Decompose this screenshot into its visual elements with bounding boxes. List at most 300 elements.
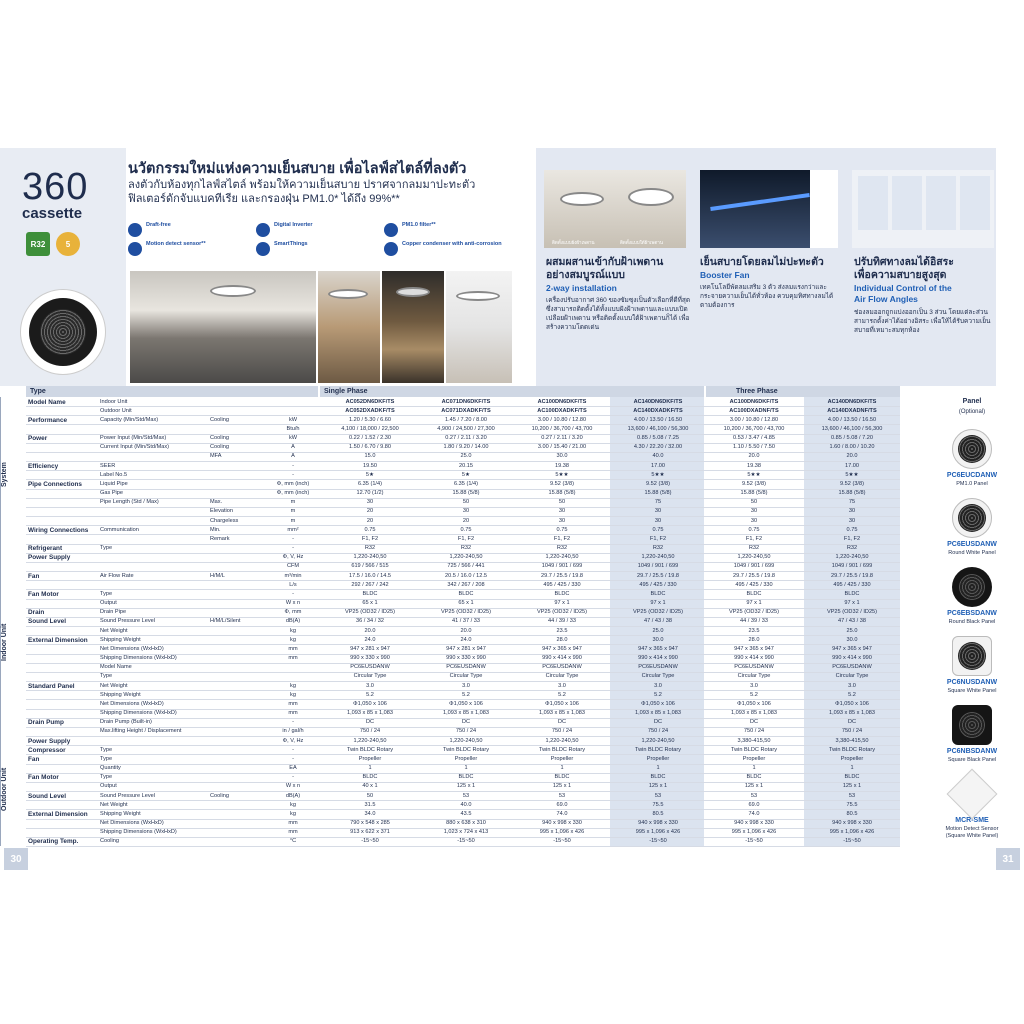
spec-cell: VP25 (OD32 / ID25) <box>440 609 492 616</box>
spec-unit: CFM <box>286 563 300 570</box>
spec-cell: 1049 / 901 / 699 <box>733 563 775 570</box>
spec-cell: 1,220-240,50 <box>641 737 675 744</box>
spec-cell: 3.0 <box>654 682 662 689</box>
spec-cell: 29.7 / 25.5 / 19.8 <box>637 572 679 579</box>
spec-section-label: Standard Panel <box>28 682 75 690</box>
spec-cell: PC6EUSDANW <box>542 664 582 671</box>
spec-cell: 495 / 425 / 330 <box>833 581 871 588</box>
spec-cell: 47 / 43 / 38 <box>838 618 866 625</box>
spec-cell: 10,200 / 36,700 / 43,700 <box>531 425 593 432</box>
spec-unit: - <box>292 774 294 781</box>
spec-cell: 947 x 365 x 947 <box>638 645 678 652</box>
spec-cell: 20.0 <box>748 453 760 460</box>
spec-cell: Twin BLDC Rotary <box>442 746 489 753</box>
spec-cell: 74.0 <box>748 810 760 817</box>
spec-item-label: Outdoor Unit <box>100 407 132 414</box>
spec-cell: R32 <box>460 545 472 552</box>
spec-cell: 80.5 <box>652 810 664 817</box>
spec-cell: 1 <box>464 765 468 772</box>
spec-cell: 1 <box>656 765 660 772</box>
spec-unit: A <box>291 453 295 460</box>
spec-cell: 15.88 (5/8) <box>452 490 480 497</box>
spec-cell: Circular Type <box>737 673 771 680</box>
spec-cell: 65 x 1 <box>458 600 474 607</box>
spec-cell: Φ1,050 x 106 <box>449 700 483 707</box>
badge-group <box>26 232 80 256</box>
spec-unit: kW <box>288 416 298 423</box>
spec-unit: L/s <box>289 581 297 588</box>
spec-cell: 50 <box>750 499 758 506</box>
spec-unit: - <box>292 719 294 726</box>
spec-cell: BLDC <box>650 774 666 781</box>
spec-cell: 5.2 <box>558 691 566 698</box>
spec-unit: - <box>292 545 294 552</box>
spec-cell: 6.35 (1/4) <box>454 480 478 487</box>
spec-cell: F1, F2 <box>745 535 763 542</box>
spec-cell: 0.75 <box>748 526 760 533</box>
spec-section-label: Sound Level <box>28 618 66 626</box>
spec-cell: Twin BLDC Rotary <box>538 746 585 753</box>
spec-cell: Twin BLDC Rotary <box>634 746 681 753</box>
panel-image-icon <box>940 635 1004 677</box>
spec-unit: mm <box>288 710 298 717</box>
spec-cell: VP25 (OD32 / ID25) <box>344 609 396 616</box>
spec-cell: 5★ <box>461 471 471 478</box>
feature-item: PM1.0 filter** <box>384 222 512 237</box>
spec-cell: 1.60 / 8.00 / 10.20 <box>829 444 875 451</box>
spec-cell: 40.0 <box>460 801 472 808</box>
spec-item-label: Type <box>100 774 113 781</box>
spec-cell: 880 x 638 x 310 <box>446 820 486 826</box>
spec-condition: Max. <box>210 499 223 506</box>
spec-cell: 20.15 <box>459 462 473 469</box>
spec-cell: AC052DN6DKF/TS <box>345 398 395 405</box>
spec-cell: AC071DXADKF/TS <box>441 407 491 414</box>
spec-cell: Circular Type <box>353 673 387 680</box>
spec-cell: AC140DXADNF/TS <box>827 407 877 414</box>
spec-condition: MFA <box>210 453 222 460</box>
booster-fan-photo <box>700 170 838 248</box>
spec-section-label: Power Supply <box>28 737 71 745</box>
spec-section-label: Wiring Connections <box>28 526 89 534</box>
spec-item-label: Power Input (Min/Std/Max) <box>100 435 167 442</box>
headline-line-1: ลงตัวกับห้องทุกไลฟ์สไตล์ พร้อมให้ความเย็นสบาย ปราศจากลมมาปะทะตัว <box>128 179 476 191</box>
spec-cell: -15~50 <box>361 838 379 845</box>
spec-cell: Φ1,050 x 106 <box>545 700 579 707</box>
spec-item-label: Quantity <box>100 765 121 772</box>
spec-cell: 990 x 330 x 990 <box>350 655 390 662</box>
spec-cell: Propeller <box>840 755 864 762</box>
spec-cell: 125 x 1 <box>842 783 862 790</box>
spec-item-label: Model Name <box>100 664 132 671</box>
panel-description: Round Black Panel <box>948 619 996 625</box>
spec-cell: 995 x 1,096 x 426 <box>829 829 875 836</box>
spec-cell: 1.50 / 6.70 / 9.80 <box>349 444 391 451</box>
spec-cell: 50 <box>462 499 470 506</box>
spec-cell: 940 x 998 x 330 <box>734 820 774 826</box>
spec-cell: 50 <box>558 499 566 506</box>
spec-unit: mm <box>288 645 298 652</box>
spec-cell: BLDC <box>458 774 474 781</box>
spec-item-label: Current Input (Min/Std/Max) <box>100 444 170 451</box>
feature-grid <box>128 222 512 256</box>
spec-cell: 97 x 1 <box>650 600 666 607</box>
product-logo <box>22 168 122 222</box>
caption-exposed-mount: ติดตั้งแบบใต้ฝ้าเพดาน <box>620 240 663 245</box>
spec-cell: 495 / 425 / 330 <box>543 581 581 588</box>
spec-unit: W x n <box>285 783 301 790</box>
spec-item-label: Type <box>100 545 113 552</box>
spec-section-label: Fan <box>28 755 40 763</box>
spec-cell: 0.75 <box>556 526 568 533</box>
spec-cell: F1, F2 <box>843 535 861 542</box>
spec-cell: 125 x 1 <box>744 783 764 790</box>
spec-cell: 495 / 425 / 330 <box>639 581 677 588</box>
single-phase-header: Single Phase <box>320 386 704 397</box>
section-1-title-a: ผสมผสานเข้ากับฝ้าเพดาน <box>546 256 664 268</box>
spec-cell: 3.00 / 10.80 / 12.80 <box>729 416 779 423</box>
spec-cell: 12.70 (1/2) <box>356 490 384 497</box>
motion-sensor-icon <box>128 242 142 256</box>
spec-section-label: Pipe Connections <box>28 480 82 488</box>
spec-unit: mm² <box>287 526 299 533</box>
spec-unit: Φ, mm (inch) <box>276 480 310 487</box>
spec-cell: 53 <box>462 792 470 799</box>
spec-cell: 1,220-240,50 <box>737 554 771 561</box>
spec-section-label: Performance <box>28 416 68 424</box>
spec-cell: 44 / 39 / 33 <box>548 618 576 625</box>
spec-cell: 20.5 / 16.0 / 12.5 <box>445 572 487 579</box>
spec-cell: PC6EUSDANW <box>638 664 678 671</box>
spec-cell: R32 <box>652 545 664 552</box>
spec-cell: 23.5 <box>556 627 568 634</box>
spec-unit: m <box>290 517 296 524</box>
panel-description: Round White Panel <box>948 550 996 556</box>
spec-cell: 125 x 1 <box>552 783 572 790</box>
spec-unit: kg <box>290 636 296 643</box>
spec-cell: 292 / 267 / 242 <box>351 581 389 588</box>
spec-cell: AC071DN6DKF/TS <box>441 398 491 405</box>
spec-cell: 20 <box>366 517 374 524</box>
spec-cell: DC <box>365 719 375 726</box>
panel-model-name: PC6EUCDANW <box>946 472 998 479</box>
feature-item: Copper condenser with anti-corrosion <box>384 241 512 256</box>
installation-photo <box>544 170 686 248</box>
spec-item-label: Shipping Dimensions (WxHxD) <box>100 655 177 662</box>
spec-cell: 990 x 414 x 990 <box>638 655 678 662</box>
spec-item-label: Output <box>100 783 117 790</box>
spec-cell: 4,100 / 18,000 / 22,500 <box>341 425 399 432</box>
spec-cell: 40.0 <box>652 453 664 460</box>
spec-cell: 20.0 <box>364 627 376 634</box>
spec-unit: EA <box>289 765 297 772</box>
spec-section-label: External Dimension <box>28 636 88 644</box>
spec-cell: AC052DXADKF/TS <box>345 407 395 414</box>
logo-number: 360 <box>22 166 89 208</box>
spec-cell: BLDC <box>650 590 666 597</box>
spec-cell: 3.00 / 15.40 / 21.00 <box>537 444 587 451</box>
spec-cell: 9.52 (3/8) <box>742 480 766 487</box>
spec-cell: 5.2 <box>750 691 758 698</box>
spec-section-label: Fan Motor <box>28 590 59 598</box>
spec-cell: 990 x 330 x 990 <box>446 655 486 662</box>
spec-unit: kg <box>290 691 296 698</box>
spec-item-label: Air Flow Rate <box>100 572 134 579</box>
spec-cell: 1 <box>850 765 854 772</box>
spec-cell: 5★★ <box>651 471 665 478</box>
spec-cell: 0.22 / 1.52 / 2.30 <box>349 435 391 442</box>
panel-image-icon <box>940 773 1004 815</box>
spec-cell: 97 x 1 <box>554 600 570 607</box>
spec-cell: F1, F2 <box>457 535 475 542</box>
spec-cell: 1 <box>560 765 564 772</box>
spec-cell: 913 x 622 x 371 <box>350 829 390 836</box>
spec-cell: 30 <box>366 499 374 506</box>
panel-model-name: MCR-SME <box>955 817 989 824</box>
restaurant-photo <box>382 271 444 383</box>
spec-item-label: Net Weight <box>100 627 128 634</box>
panel-description-extra: (Square White Panel) <box>945 833 999 839</box>
type-header: Type <box>26 386 318 397</box>
spec-item-label: Cooling <box>100 838 119 845</box>
spec-cell: 50 <box>366 792 374 799</box>
spec-cell: 1049 / 901 / 699 <box>637 563 679 570</box>
spec-cell: 5★ <box>365 471 375 478</box>
indoor-group-label: Indoor Unit <box>0 552 24 733</box>
spec-cell: 1,093 x 85 x 1,083 <box>634 710 682 717</box>
spec-cell: DC <box>749 719 759 726</box>
spec-item-label: Indoor Unit <box>100 398 128 405</box>
spec-item-label: Shipping Weight <box>100 636 141 643</box>
spec-section-label: Sound Level <box>28 792 66 800</box>
spec-cell: 75.5 <box>652 801 664 808</box>
spec-cell: Circular Type <box>449 673 483 680</box>
spec-cell: 29.7 / 25.5 / 19.8 <box>541 572 583 579</box>
spec-section-label: Operating Temp. <box>28 838 79 846</box>
spec-condition: Min. <box>210 526 221 533</box>
spec-item-label: Net Dimensions (WxHxD) <box>100 645 164 652</box>
spec-unit: m <box>290 499 296 506</box>
spec-cell: 15.88 (5/8) <box>644 490 672 497</box>
spec-cell: 4.30 / 22.20 / 32.00 <box>633 444 683 451</box>
spec-item-label: Label No.5 <box>100 471 128 478</box>
spec-condition: Elevation <box>210 508 234 515</box>
spec-cell: 29.7 / 25.5 / 19.8 <box>831 572 873 579</box>
spec-cell: VP25 (OD32 / ID25) <box>728 609 780 616</box>
spec-cell: 15.88 (5/8) <box>838 490 866 497</box>
spec-cell: 0.27 / 2.11 / 3.20 <box>541 435 583 442</box>
spec-cell: 25.0 <box>652 627 664 634</box>
spec-cell: 1,220-240,50 <box>353 737 387 744</box>
panel-model-name: PC6EUSDANW <box>947 541 997 548</box>
spec-cell: 36 / 34 / 32 <box>356 618 384 625</box>
feature-item: Digital Inverter <box>256 222 384 237</box>
spec-cell: 0.85 / 5.08 / 7.20 <box>831 435 873 442</box>
spec-cell: 19.50 <box>363 462 377 469</box>
panel-model-name: PC6EBSDANW <box>947 610 997 617</box>
spec-cell: 342 / 267 / 208 <box>447 581 485 588</box>
spec-cell: 3.0 <box>558 682 566 689</box>
logo-word: cassette <box>22 205 83 222</box>
spec-cell: 30 <box>558 517 566 524</box>
spec-cell: -15~50 <box>843 838 861 845</box>
spec-cell: 43.5 <box>460 810 472 817</box>
spec-cell: 750 / 24 <box>647 728 669 735</box>
spec-cell: 0.75 <box>846 526 858 533</box>
spec-table <box>0 386 1024 846</box>
spec-unit: Φ, mm (inch) <box>276 490 310 497</box>
spec-cell: 5.2 <box>366 691 374 698</box>
spec-cell: 19.38 <box>747 462 761 469</box>
spec-cell: Propeller <box>742 755 766 762</box>
spec-cell: Propeller <box>454 755 478 762</box>
spec-cell: 947 x 365 x 947 <box>832 645 872 652</box>
spec-cell: 15.0 <box>364 453 376 460</box>
spec-unit: °C <box>289 838 297 845</box>
spec-condition: H/M/L/Silent <box>210 618 241 625</box>
spec-cell: 1,093 x 85 x 1,083 <box>730 710 778 717</box>
spec-cell: 69.0 <box>748 801 760 808</box>
showroom-photo <box>130 271 316 383</box>
spec-cell: 1049 / 901 / 699 <box>831 563 873 570</box>
spec-cell: AC100DXADKF/TS <box>537 407 587 414</box>
spec-unit: - <box>292 462 294 469</box>
spec-cell: 4,900 / 24,500 / 27,300 <box>437 425 495 432</box>
spec-item-label: Net Dimensions (WxHxD) <box>100 820 164 826</box>
spec-cell: 1,093 x 85 x 1,083 <box>442 710 490 717</box>
spec-cell: DC <box>557 719 567 726</box>
spec-cell: 53 <box>750 792 758 799</box>
spec-cell: Propeller <box>550 755 574 762</box>
spec-cell: 13,600 / 46,100 / 56,300 <box>821 425 883 432</box>
spec-cell: 3.0 <box>848 682 856 689</box>
cafe-photo <box>318 271 380 383</box>
spec-section-label: Fan Motor <box>28 774 59 782</box>
spec-cell: 1,220-240,50 <box>449 737 483 744</box>
spec-item-label: Communication <box>100 526 139 533</box>
spec-cell: 990 x 414 x 990 <box>734 655 774 662</box>
section-3-subtitle-a: Individual Control of the <box>854 283 952 293</box>
spec-cell: 17.5 / 16.0 / 14.5 <box>349 572 391 579</box>
spec-item-label: Shipping Dimensions (WxHxD) <box>100 829 177 836</box>
spec-section-label: Power <box>28 435 48 443</box>
spec-cell: 4.00 / 13.50 / 16.50 <box>633 416 683 423</box>
panel-image-icon <box>940 428 1004 470</box>
headline-line-2: ฟิลเตอร์ดักจับแบคทีเรีย และกรองฝุ่น PM1.0* ได้ถึง 99%** <box>128 193 400 205</box>
page-number-right: 31 <box>996 848 1020 870</box>
spec-item-label: Net Weight <box>100 682 128 689</box>
spec-section-label: Drain <box>28 609 45 617</box>
panel-description: Square Black Panel <box>947 757 997 763</box>
spec-cell: 44 / 39 / 33 <box>740 618 768 625</box>
smartthings-icon <box>256 242 270 256</box>
section-2-subtitle: Booster Fan <box>700 270 750 280</box>
spec-item-label: Net Dimensions (WxHxD) <box>100 700 164 707</box>
section-2-body: เทคโนโลยีพัดลมเสริม 3 ตัว ส่งลมแรงกว่าและกระจายความเย็นได้ทั่วห้อง ควบคุมทิศทางลมได้ตามต้องการ <box>700 284 834 309</box>
spec-cell: 1.10 / 5.50 / 7.50 <box>733 444 775 451</box>
spec-cell: 3.00 / 10.80 / 12.80 <box>537 416 587 423</box>
spec-unit: kg <box>290 627 296 634</box>
spec-cell: AC100DN6DKF/TS <box>729 398 779 405</box>
spec-cell: BLDC <box>362 590 378 597</box>
spec-cell: 75 <box>848 499 856 506</box>
spec-condition: Remark <box>210 535 230 542</box>
spec-cell: 725 / 566 / 441 <box>447 563 485 570</box>
spec-cell: PC6EUSDANW <box>832 664 872 671</box>
spec-cell: R32 <box>556 545 568 552</box>
spec-item-label: Net Weight <box>100 801 128 808</box>
spec-unit: - <box>292 535 294 542</box>
spec-cell: 940 x 998 x 330 <box>542 820 582 826</box>
spec-section-label: Drain Pump <box>28 719 64 727</box>
spec-unit: kg <box>290 682 296 689</box>
spec-item-label: SEER <box>100 462 116 469</box>
spec-cell: 940 x 998 x 330 <box>832 820 872 826</box>
spec-cell: 28.0 <box>556 636 568 643</box>
spec-cell: 20 <box>462 517 470 524</box>
spec-cell: PC6EUSDANW <box>350 664 390 671</box>
inverter-icon <box>256 223 270 237</box>
spec-cell: 1,220-240,50 <box>545 737 579 744</box>
spec-cell: 41 / 37 / 33 <box>452 618 480 625</box>
spec-cell: 5★★ <box>747 471 761 478</box>
spec-cell: 990 x 414 x 990 <box>832 655 872 662</box>
spec-cell: 947 x 281 x 947 <box>350 645 390 652</box>
spec-unit: Btu/h <box>286 425 300 432</box>
spec-cell: 1.80 / 9.20 / 14.00 <box>443 444 489 451</box>
spec-cell: -15~50 <box>649 838 667 845</box>
spec-unit: A <box>291 444 295 451</box>
office-photo <box>446 271 512 383</box>
spec-cell: 13,600 / 46,100 / 56,300 <box>627 425 689 432</box>
spec-cell: PC6EUSDANW <box>446 664 486 671</box>
spec-cell: 97 x 1 <box>844 600 860 607</box>
spec-cell: BLDC <box>844 774 860 781</box>
spec-cell: 1,093 x 85 x 1,083 <box>828 710 876 717</box>
spec-cell: 0.75 <box>652 526 664 533</box>
spec-item-label: Shipping Dimensions (WxHxD) <box>100 710 177 717</box>
panel-description: PM1.0 Panel <box>956 481 988 487</box>
spec-cell: VP25 (OD32 / ID25) <box>536 609 588 616</box>
spec-cell: 5.2 <box>848 691 856 698</box>
section-3-title-b: เพื่อความสบายสูงสุด <box>854 269 947 281</box>
spec-cell: 1,220-240,50 <box>545 554 579 561</box>
spec-cell: 1.45 / 7.20 / 8.00 <box>445 416 487 423</box>
spec-cell: AC140DN6DKF/TS <box>633 398 683 405</box>
spec-item-label: Liquid Pipe <box>100 480 128 487</box>
spec-unit: dB(A) <box>285 792 301 799</box>
spec-cell: 80.5 <box>846 810 858 817</box>
spec-cell: 790 x 548 x 285 <box>350 820 390 826</box>
spec-cell: BLDC <box>746 774 762 781</box>
spec-cell: 20.0 <box>846 453 858 460</box>
spec-cell: 29.7 / 25.5 / 19.8 <box>733 572 775 579</box>
spec-cell: 30.0 <box>556 453 568 460</box>
spec-cell: 24.0 <box>364 636 376 643</box>
spec-cell: 30 <box>654 517 662 524</box>
spec-cell: 10,200 / 36,700 / 43,700 <box>723 425 785 432</box>
spec-unit: Φ, mm <box>284 609 302 616</box>
spec-cell: 750 / 24 <box>455 728 477 735</box>
draft-free-icon <box>128 223 142 237</box>
spec-cell: -15~50 <box>553 838 571 845</box>
page-number-left: 30 <box>4 848 28 870</box>
spec-cell: Φ1,050 x 106 <box>641 700 675 707</box>
spec-item-label: Drain Pipe <box>100 609 127 616</box>
spec-cell: Φ1,050 x 106 <box>353 700 387 707</box>
spec-section-label: Model Name <box>28 398 66 406</box>
airflow-angles-photo <box>852 170 994 248</box>
